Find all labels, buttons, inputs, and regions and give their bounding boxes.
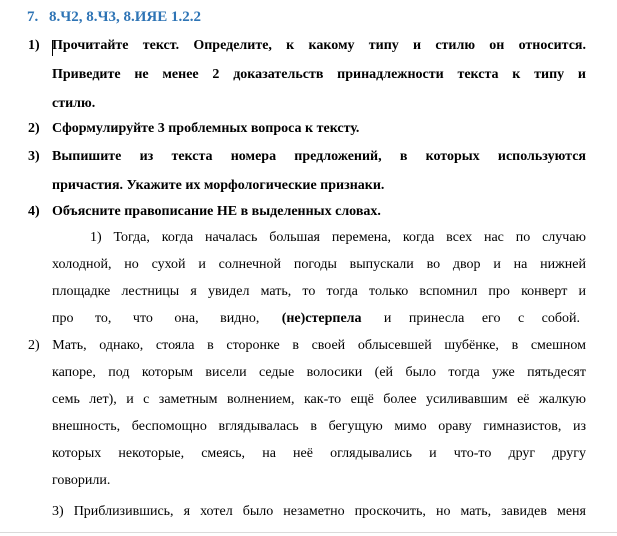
task-line: Выпишите из текста номера предложений, в которых используются [52, 149, 586, 164]
text-line: холодной, но сухой и солнечной погоды выпускали во двор и на нижней [52, 257, 586, 272]
task-line: Объясните правописание НЕ в выделенных словах. [52, 204, 381, 219]
task-item-4 [28, 197, 586, 226]
task-item-text [52, 31, 586, 118]
text-line: внешность, беспомощно вглядывалась в бегущую мимо ораву гимназистов, из [52, 419, 586, 434]
task-item-text [52, 142, 586, 200]
text-fragment: про то, что она, видно, [52, 311, 260, 326]
page-bottom-edge [0, 532, 617, 533]
task-item-1 [28, 31, 586, 118]
text-passage [28, 224, 586, 525]
text-line: которых некоторые, смеясь, на неё оглядывались и что-то друг другу [52, 446, 586, 461]
task-line: причастия. Укажите их морфологические признаки. [52, 178, 385, 193]
text-line: говорили. [52, 473, 111, 488]
text-line: площадке лестницы я увидел мать, то тогда только вспомнил про конверт и [52, 284, 586, 299]
text-line: 1) Тогда, когда началась большая перемена, когда всех нас по случаю [90, 230, 586, 245]
text-line: 2) Мать, однако, стояла в сторонке в своей облысевшей шубёнке, в смешном [28, 338, 586, 353]
text-fragment: и принесла его с собой. [383, 311, 580, 326]
text-line: семь лет), и с заметным волнением, как-то ещё более усиливавшим её жалкую [52, 392, 586, 407]
task-item-number: 4) [28, 204, 40, 219]
task-item-3 [28, 142, 586, 200]
task-item-number: 3) [28, 149, 40, 164]
task-codes: 8.Ч2, 8.Ч3, 8.ИЯЕ 1.2.2 [49, 9, 202, 25]
task-line: стилю. [52, 96, 96, 111]
task-item-text [52, 114, 586, 143]
text-line: капоре, под которым висели седые волосики (ей было тогда уже пятьдесят [52, 365, 586, 380]
task-line: Прочитайте текст. Определите, к какому типу и стилю он относится. [52, 38, 586, 53]
highlighted-word: (не)стерпела [281, 311, 362, 326]
text-line-highlighted [52, 305, 586, 332]
task-item-text [52, 197, 586, 226]
task-item-2 [28, 114, 586, 143]
task-item-number: 1) [28, 38, 40, 53]
task-number: 7. [27, 9, 39, 25]
task-heading [27, 9, 201, 26]
task-item-number: 2) [28, 121, 40, 136]
task-line: Сформулируйте 3 проблемных вопроса к тексту. [52, 121, 360, 136]
task-line: Приведите не менее 2 доказательств принадлежности текста к типу и [52, 67, 586, 82]
text-line: 3) Приблизившись, я хотел было незаметно проскочить, но мать, завидев меня [52, 504, 586, 519]
